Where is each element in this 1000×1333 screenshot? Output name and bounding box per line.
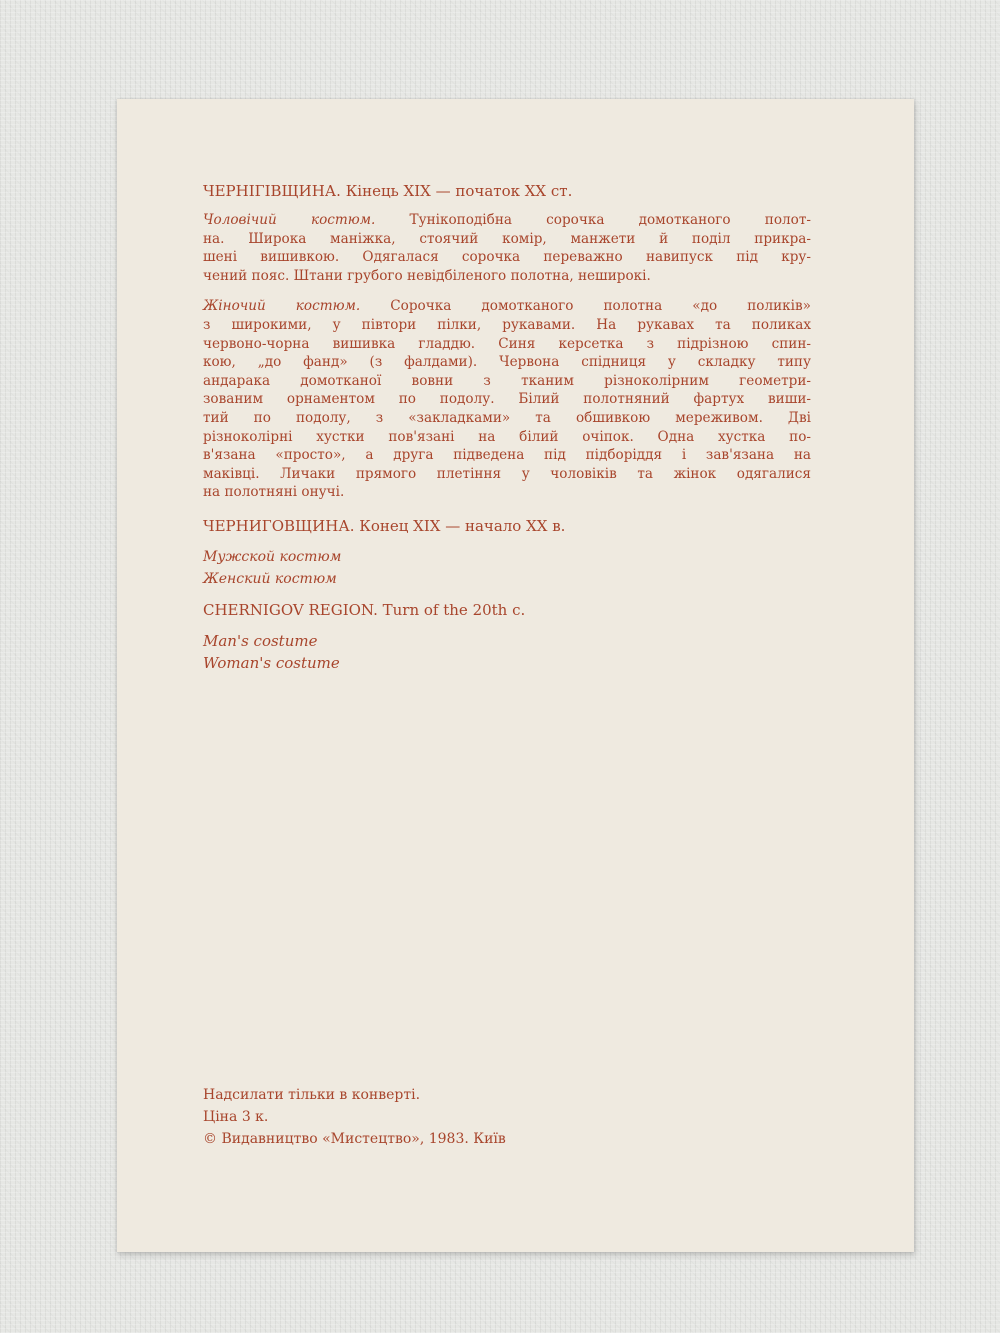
text-line: кою, „до фанд» (з фалдами). Червона спідниця у складку типу [203, 354, 811, 371]
ru-women-caption: Женский костюм [203, 570, 337, 587]
text-line: в'язана «просто», а друга підведена під підборіддя і зав'язана на [203, 447, 811, 464]
publisher-footer [203, 1084, 506, 1150]
ua-men-label: Чоловічий костюм. [203, 212, 376, 228]
text-line: маківці. Личаки прямого плетіння у чоловіків та жінок одягалися [203, 465, 811, 482]
en-men-caption: Man's costume [203, 631, 318, 650]
text-line: андарака домотканої вовни з тканим різноколірним геометри- [203, 372, 811, 389]
ua-heading: ЧЕРНІГІВЩИНА. Кінець XIX — початок XX ст. [203, 182, 573, 200]
ua-women-paragraph [203, 297, 811, 502]
description-block [203, 181, 811, 674]
text-line: на. Широка маніжка, стоячий комір, манжети й поділ прикра- [203, 230, 811, 247]
ru-men-caption: Мужской костюм [203, 548, 342, 565]
text-line: тий по подолу, з «закладками» та обшивкою мереживом. Дві [203, 409, 811, 426]
text-line: чений пояс. Штани грубого невідбіленого полотна, неширокі. [203, 267, 651, 284]
en-women-caption: Woman's costume [203, 653, 340, 672]
text-line: зованим орнаментом по подолу. Білий полотняний фартух виши- [203, 391, 811, 408]
text-line: Жіночий костюм. Сорочка домотканого полотна «до поликів» [203, 298, 811, 315]
text-line: з широкими, у півтори пілки, рукавами. На рукавах та поликах [203, 316, 811, 333]
postcard-back [117, 99, 914, 1252]
copyright-note: © Видавництво «Мистецтво», 1983. Київ [203, 1131, 506, 1147]
price-note: Ціна 3 к. [203, 1109, 269, 1125]
text-line: різноколірні хустки пов'язані на білий очіпок. Одна хустка по- [203, 428, 811, 445]
text-line: на полотняні онучі. [203, 484, 345, 501]
ua-women-label: Жіночий костюм. [203, 298, 361, 315]
en-heading: CHERNIGOV REGION. Turn of the 20th c. [203, 600, 526, 619]
ru-heading: ЧЕРНИГОВЩИНА. Конец XIX — начало XX в. [203, 516, 566, 535]
text-line: Чоловічий костюм. Тунікоподібна сорочка домотканого полот- [203, 212, 811, 228]
text-line: червоно-чорна вишивка гладдю. Синя керсетка з підрізною спин- [203, 335, 811, 352]
text-line: шені вишивкою. Одягалася сорочка переважно навипуск під кру- [203, 249, 811, 266]
ua-men-paragraph [203, 211, 811, 285]
envelope-note: Надсилати тільки в конверті. [203, 1087, 421, 1103]
